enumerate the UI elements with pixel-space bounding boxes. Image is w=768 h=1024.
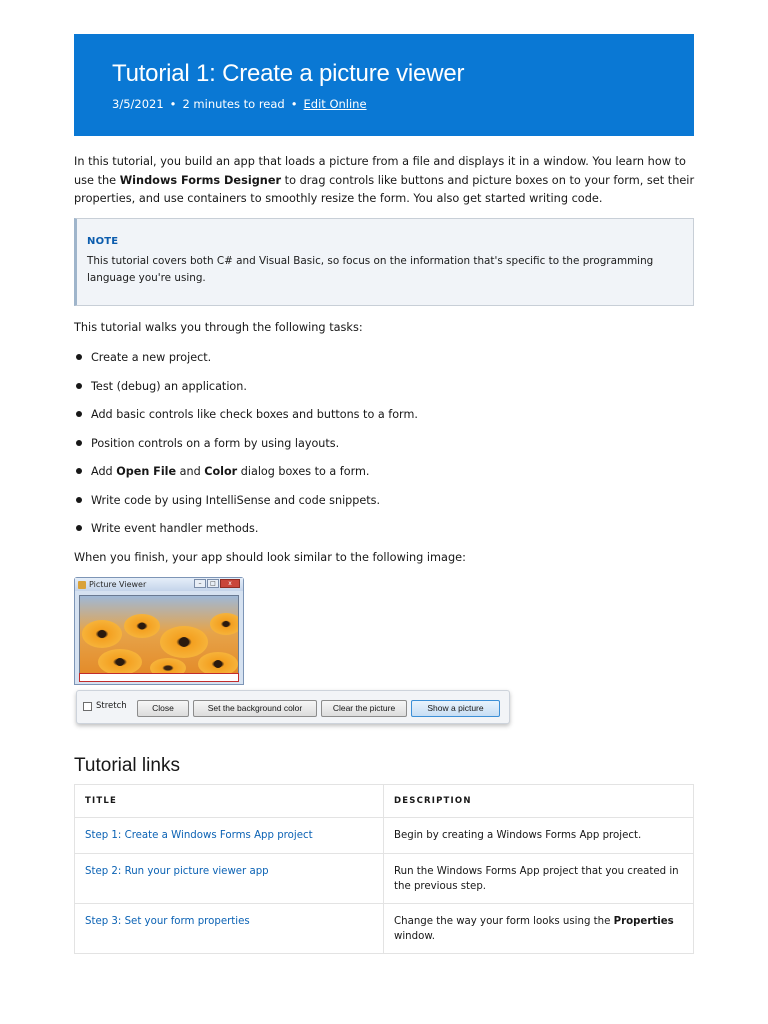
step-1-link[interactable]: Step 1: Create a Windows Forms App project [85,830,313,841]
checkbox-square [83,702,92,711]
list-item [74,520,418,549]
window-controls [194,579,240,588]
list-item-text: Write code by using IntelliSense and code snippets. [91,493,381,507]
tasks-intro: This tutorial walks you through the following tasks: [74,321,363,334]
note-body: This tutorial covers both C# and Visual Basic, so focus on the information that's specific to the programming language you're using. [87,255,654,284]
edit-online-link[interactable]: Edit Online [303,97,367,111]
intro-bold-term: Windows Forms Designer [119,173,282,187]
app-close-button: Close [137,700,189,717]
bullet-icon [76,525,82,531]
meta-separator: • [290,97,298,111]
bullet-icon [76,383,82,389]
meta-separator: • [169,97,177,111]
list-item-text: dialog boxes to a form. [237,465,370,478]
list-item-text: Add basic controls like check boxes and buttons to a form. [91,408,418,421]
table-cell [75,904,384,954]
list-item-text: Create a new project. [91,351,212,364]
app-background-color-button: Set the background color [193,700,317,717]
intro-paragraph [74,153,696,209]
table-row [75,818,694,854]
window-title: Picture Viewer [89,580,147,589]
table-cell: Run the Windows Forms App project that you created in the previous step. [384,854,694,904]
picture-viewer-window [74,577,244,685]
list-item [74,406,418,435]
article-metadata [112,97,367,111]
list-item [74,378,418,407]
list-item-bold: Color [204,465,238,478]
table-cell [384,904,694,954]
minimize-icon: – [194,579,206,588]
list-item-text: Test (debug) an application. [91,379,247,393]
table-cell [75,818,384,854]
table-cell [75,854,384,904]
checkbox-label: Stretch [96,701,127,711]
button-panel [76,690,510,724]
tutorial-links-table [74,784,694,954]
app-screenshot [74,577,510,727]
bullet-icon [76,497,82,503]
list-item-bold: Open File [116,465,177,478]
column-header-title: TITLE [75,785,384,818]
table-row [75,904,694,954]
flower-image [80,596,239,675]
finish-text: When you finish, your app should look similar to the following image: [74,551,466,564]
cell-bold-term: Properties [613,916,674,927]
list-item [74,435,418,464]
maximize-icon: □ [207,579,219,588]
tutorial-links-heading: Tutorial links [74,755,180,776]
flower-picture [79,595,239,675]
app-icon [78,581,86,589]
window-titlebar [75,578,243,591]
list-item-text: Position controls on a form by using layouts. [91,436,340,450]
table-row [75,854,694,904]
cell-text: window. [394,931,435,942]
bullet-icon [76,354,82,360]
bullet-icon [76,468,82,474]
column-header-description: DESCRIPTION [384,785,694,818]
table-cell: Begin by creating a Windows Forms App project. [384,818,694,854]
cell-text: Change the way your form looks using the [394,916,614,927]
close-icon: x [220,579,240,588]
list-item [74,463,418,492]
read-time: 2 minutes to read [182,97,285,111]
step-2-link[interactable]: Step 2: Run your picture viewer app [85,866,269,877]
note-callout [74,218,694,306]
page-title: Tutorial 1: Create a picture viewer [112,60,465,87]
picture-box-border [79,673,239,682]
list-item-text: Add [91,465,117,478]
stretch-checkbox [83,701,127,711]
task-list [74,349,418,549]
app-show-picture-button: Show a picture [411,700,500,717]
list-item [74,349,418,378]
app-clear-picture-button: Clear the picture [321,700,407,717]
bullet-icon [76,411,82,417]
note-title: NOTE [87,236,119,247]
list-item [74,492,418,521]
page-header [74,34,694,136]
step-3-link[interactable]: Step 3: Set your form properties [85,916,250,927]
intro-text: to drag controls like buttons and picture boxes on to your form, set their properties, and use containers to smoothly resize the form. You also get started writing code. [74,173,695,205]
list-item-text: Write event handler methods. [91,522,259,535]
bullet-icon [76,440,82,446]
intro-text: In this tutorial, you build an app that loads a picture from a file and displays it in a window. You learn how to use the [74,155,686,187]
list-item-text: and [176,465,205,478]
publish-date: 3/5/2021 [112,97,164,111]
table-header-row [75,785,694,818]
